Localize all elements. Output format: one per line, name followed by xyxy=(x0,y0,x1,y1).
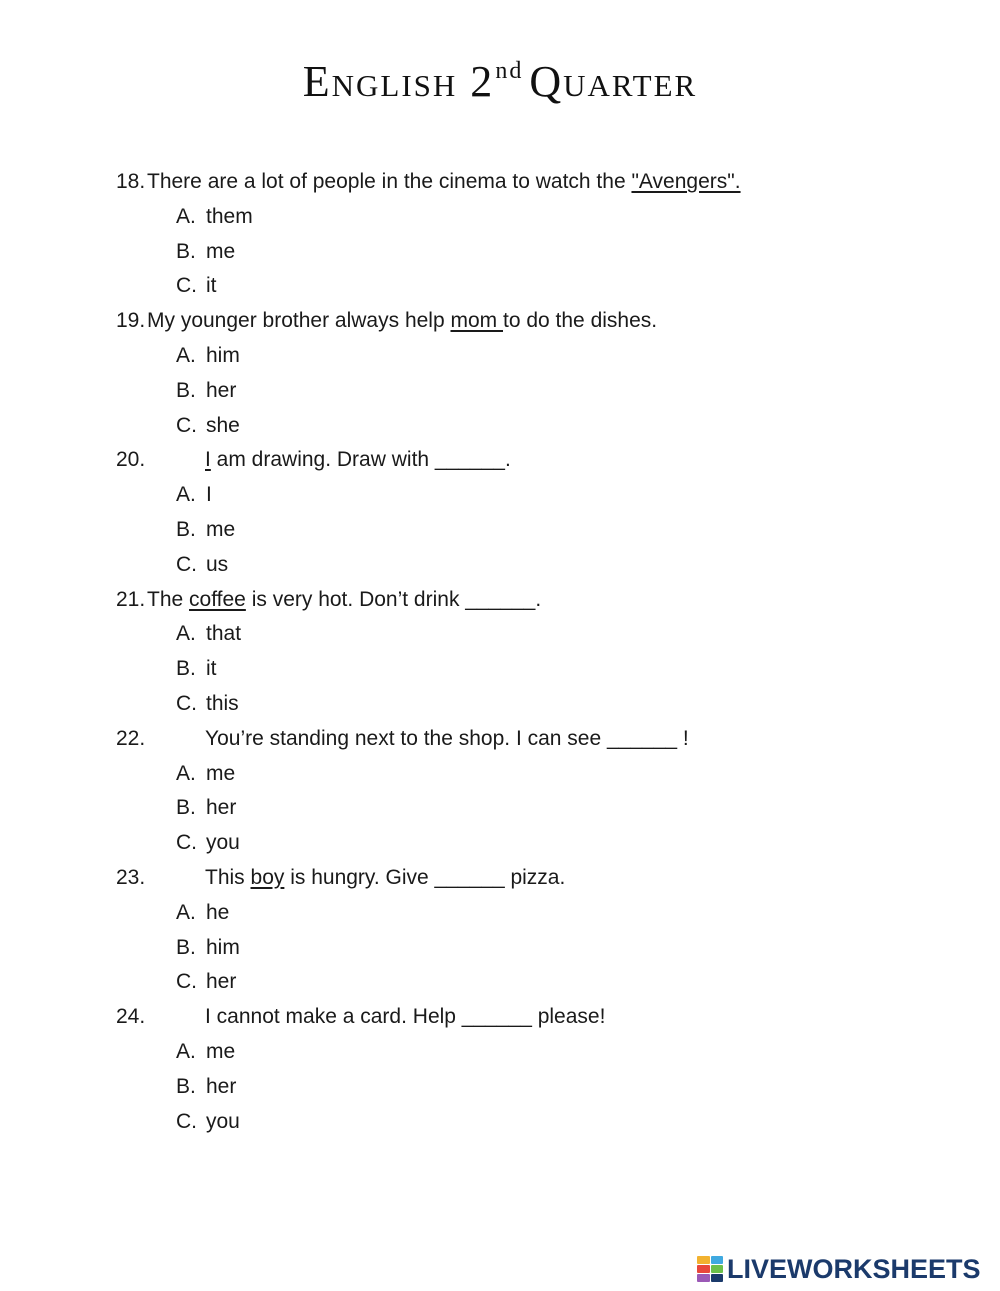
option-text: me xyxy=(206,239,236,263)
option-text: him xyxy=(206,343,240,367)
option-letter: C. xyxy=(176,831,197,855)
question-item xyxy=(0,443,1000,582)
question-text-part: You’re standing next to the shop. I can see ______ ! xyxy=(205,726,689,750)
question-number: 24. xyxy=(116,1005,146,1029)
question-text-part: There are a lot of people in the cinema to watch the xyxy=(147,170,632,193)
title-prefix: English 2 xyxy=(302,57,495,106)
answer-option[interactable] xyxy=(0,965,1000,1000)
option-text: me xyxy=(206,517,236,541)
question-line xyxy=(0,861,1000,896)
logo-text: LIVEWORKSHEETS xyxy=(727,1253,981,1284)
option-text: she xyxy=(206,413,240,437)
answer-option[interactable] xyxy=(0,269,1000,304)
logo-block xyxy=(711,1274,724,1282)
logo-block xyxy=(697,1265,710,1273)
option-text: he xyxy=(206,900,230,924)
answer-option[interactable] xyxy=(0,1035,1000,1070)
answer-option[interactable] xyxy=(0,896,1000,931)
option-letter: B. xyxy=(176,1074,196,1098)
answer-option[interactable] xyxy=(0,826,1000,861)
underlined-word: coffee xyxy=(189,587,246,611)
question-text xyxy=(205,1000,605,1035)
logo-block xyxy=(697,1256,710,1264)
question-text xyxy=(205,722,689,757)
question-line xyxy=(0,165,1000,200)
option-text: it xyxy=(206,657,217,681)
option-text: this xyxy=(206,691,239,715)
option-letter: B. xyxy=(176,378,196,402)
question-item xyxy=(0,304,1000,443)
answer-option[interactable] xyxy=(0,1105,1000,1140)
option-letter: A. xyxy=(176,761,196,785)
title-superscript: nd xyxy=(495,58,524,84)
liveworksheets-logo xyxy=(697,1250,981,1288)
option-text: us xyxy=(206,552,229,576)
option-text: it xyxy=(206,274,217,298)
logo-block xyxy=(711,1256,724,1264)
question-line xyxy=(0,304,1000,339)
logo-block xyxy=(697,1274,710,1282)
option-letter: B. xyxy=(176,517,196,541)
question-number: 18. xyxy=(116,170,146,193)
logo-block xyxy=(711,1265,724,1273)
option-letter: A. xyxy=(176,900,196,924)
question-number: 19. xyxy=(116,309,146,333)
option-text: me xyxy=(206,761,236,785)
worksheet-title xyxy=(0,56,1000,107)
question-item xyxy=(0,583,1000,722)
question-item xyxy=(0,1000,1000,1139)
underlined-word: I xyxy=(205,448,211,472)
option-letter: A. xyxy=(176,1039,196,1063)
question-list xyxy=(0,165,1000,1139)
option-letter: A. xyxy=(176,622,196,646)
option-text: her xyxy=(206,1074,237,1098)
option-letter: C. xyxy=(176,413,197,437)
answer-option[interactable] xyxy=(0,791,1000,826)
answer-option[interactable] xyxy=(0,931,1000,966)
option-letter: C. xyxy=(176,970,197,994)
question-text-part: am drawing. Draw with ______. xyxy=(210,448,511,472)
question-text xyxy=(205,861,565,896)
question-number: 21. xyxy=(116,587,146,611)
answer-option[interactable] xyxy=(0,409,1000,444)
option-letter: C. xyxy=(176,691,197,715)
answer-option[interactable] xyxy=(0,687,1000,722)
answer-option[interactable] xyxy=(0,374,1000,409)
question-text-part: This xyxy=(205,865,251,889)
underlined-word: mom xyxy=(450,309,503,333)
option-letter: B. xyxy=(176,935,196,959)
title-suffix: Quarter xyxy=(529,57,698,106)
question-item xyxy=(0,165,1000,304)
question-number: 22. xyxy=(116,726,146,750)
option-letter: C. xyxy=(176,274,197,298)
question-text xyxy=(147,583,541,618)
option-text: you xyxy=(206,831,240,855)
answer-option[interactable] xyxy=(0,652,1000,687)
option-letter: C. xyxy=(176,1109,197,1133)
option-text: me xyxy=(206,1039,236,1063)
option-text: her xyxy=(206,378,237,402)
answer-option[interactable] xyxy=(0,235,1000,270)
question-text-part: My younger brother always help xyxy=(147,309,451,333)
liveworksheets-logo-icon xyxy=(697,1256,723,1282)
question-line xyxy=(0,722,1000,757)
option-text: them xyxy=(206,204,253,228)
option-text: her xyxy=(206,970,237,994)
option-letter: B. xyxy=(176,239,196,263)
question-item xyxy=(0,722,1000,861)
option-letter: A. xyxy=(176,483,196,507)
underlined-word: boy xyxy=(250,865,285,889)
answer-option[interactable] xyxy=(0,478,1000,513)
answer-option[interactable] xyxy=(0,1070,1000,1105)
option-text: I xyxy=(206,483,212,507)
option-letter: B. xyxy=(176,657,196,681)
answer-option[interactable] xyxy=(0,548,1000,583)
option-letter: A. xyxy=(176,204,196,228)
option-text: him xyxy=(206,935,240,959)
question-line xyxy=(0,1000,1000,1035)
answer-option[interactable] xyxy=(0,617,1000,652)
option-text: that xyxy=(206,622,242,646)
answer-option[interactable] xyxy=(0,339,1000,374)
answer-option[interactable] xyxy=(0,200,1000,235)
question-text-part: is hungry. Give ______ pizza. xyxy=(284,865,566,889)
underlined-word: "Avengers". xyxy=(631,170,741,193)
question-text-part: The xyxy=(147,587,190,611)
option-text: you xyxy=(206,1109,240,1133)
option-letter: B. xyxy=(176,796,196,820)
question-line xyxy=(0,443,1000,478)
question-number: 20. xyxy=(116,448,146,472)
question-number: 23. xyxy=(116,865,146,889)
question-text-part: I cannot make a card. Help ______ please! xyxy=(205,1005,606,1029)
question-text xyxy=(205,443,511,478)
option-letter: A. xyxy=(176,343,196,367)
question-text-part: is very hot. Don’t drink ______. xyxy=(245,587,542,611)
option-letter: C. xyxy=(176,552,197,576)
answer-option[interactable] xyxy=(0,757,1000,792)
question-item xyxy=(0,861,1000,1000)
question-text-part: to do the dishes. xyxy=(503,309,658,333)
question-text xyxy=(147,165,741,200)
question-text xyxy=(147,304,657,339)
option-text: her xyxy=(206,796,237,820)
answer-option[interactable] xyxy=(0,513,1000,548)
question-line xyxy=(0,583,1000,618)
